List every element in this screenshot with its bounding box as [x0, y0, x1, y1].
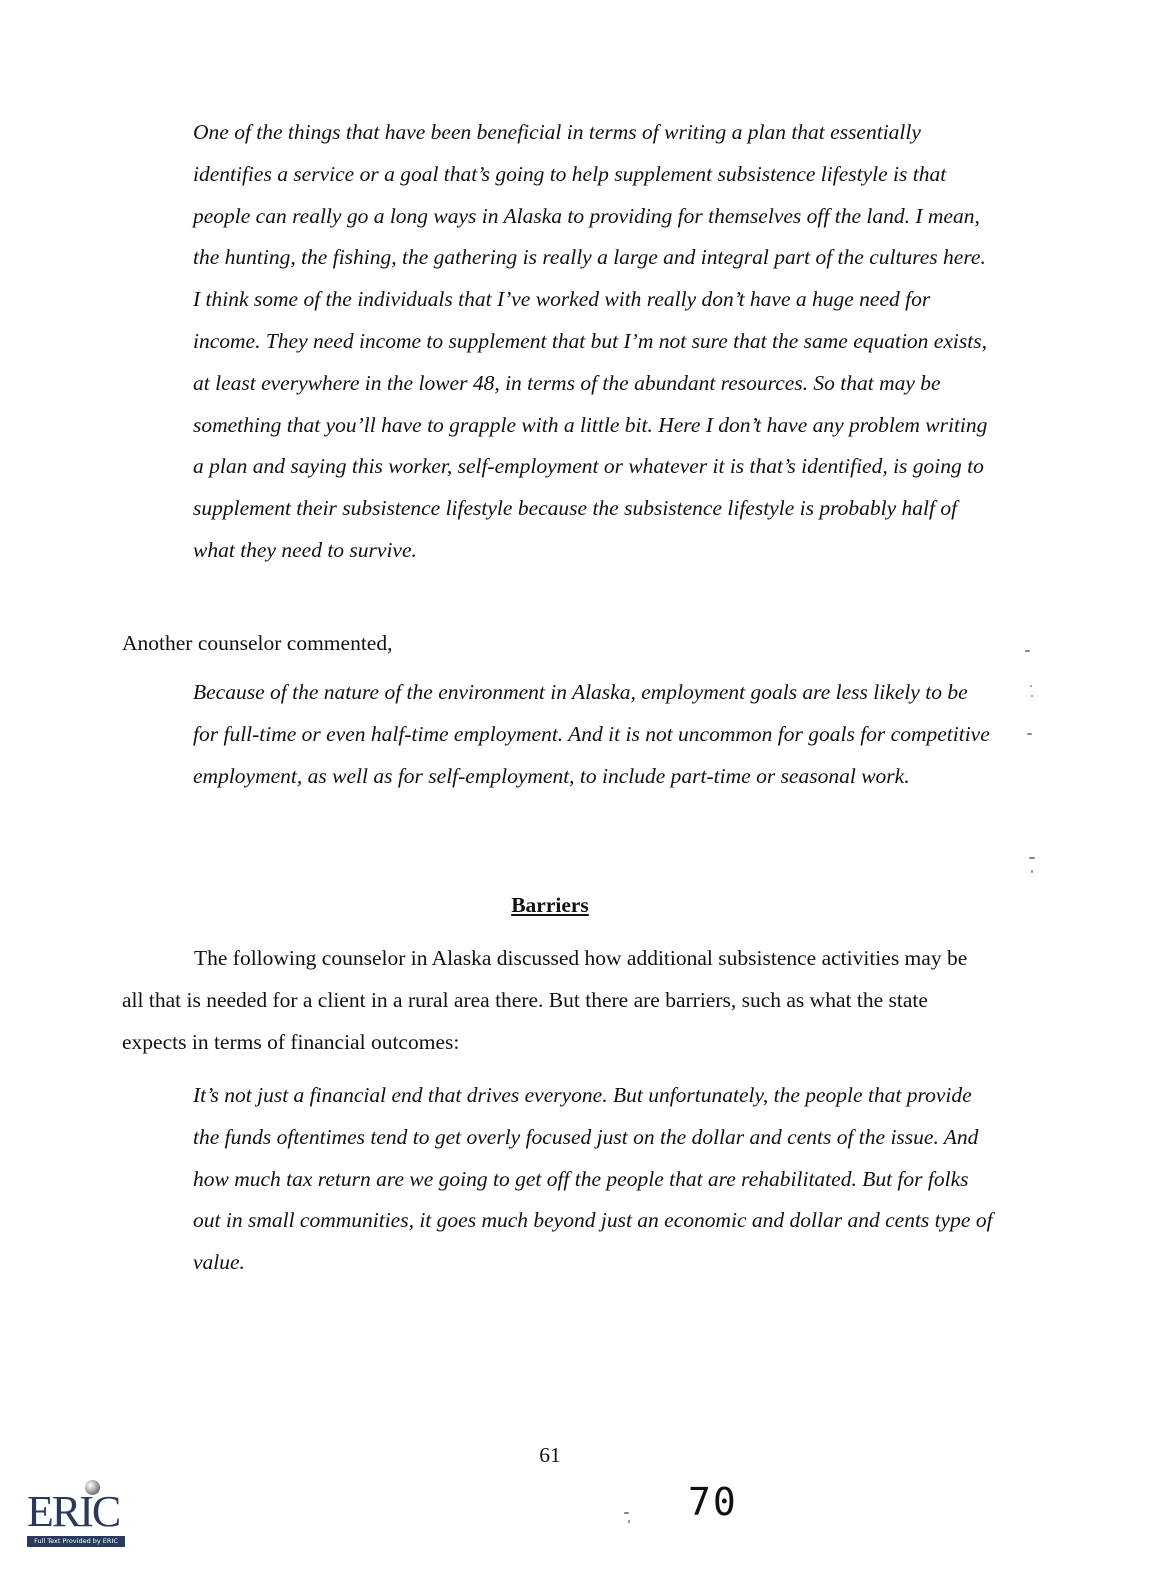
paragraph-barriers-intro: The following counselor in Alaska discussed how additional subsistence activities may be all that is needed for a client in a rural area there. But there are barriers, such as what the state expects in terms of financial outcomes: — [122, 946, 968, 1054]
interview-quote-employment-goals: Because of the nature of the environment in Alaska, employment goals are less likely to be for full-time or even half-time employment. And it is not uncommon for goals for competitive employment, as well as for self-employment, to include part-time or seasonal work. — [193, 680, 990, 788]
interview-quote-financial-end: It’s not just a financial end that drives everyone. But unfortunately, the people that provide the funds oftentimes tend to get overly focused just on the dollar and cents of the issue. And how much tax return are we going to get off the people that are rehabilitated. But for folks out in small communities, it goes much beyond just an economic and dollar and cents type of value. — [193, 1083, 993, 1275]
scan-speck — [1031, 695, 1033, 697]
scan-speck — [624, 1512, 629, 1514]
interview-quote-subsistence: One of the things that have been beneficial in terms of writing a plan that essentially identifies a service or a goal that’s going to help supplement subsistence lifestyle is that people can really go a long ways in Alaska to providing for themselves off the land. I mean, the hunting, the fishing, the gathering is really a large and integral part of the cultures here. I think some of the individuals that I’ve worked with really don’t have a huge need for income. They need income to supplement that but I’m not sure that the same equation exists, at least everywhere in the lower 48, in terms of the abundant resources. So that may be something that you’ll have to grapple with a little bit. Here I don’t have any problem writing a plan and saying this worker, self-employment or whatever it is that’s identified, is going to supplement their subsistence lifestyle because the subsistence lifestyle is probably half of what they need to survive. — [193, 120, 988, 562]
section-heading-barriers: Barriers — [511, 893, 589, 917]
scan-speck — [628, 1520, 630, 1523]
scan-speck — [1029, 857, 1035, 859]
eric-logo-icon — [27, 1480, 125, 1548]
scan-speck — [1025, 650, 1030, 652]
eric-logo-tagline: Full Text Provided by ERIC — [27, 1536, 125, 1547]
scan-speck — [1031, 870, 1033, 873]
scan-speck — [1030, 685, 1032, 687]
scan-speck — [1027, 733, 1032, 735]
eric-logo-word: ERIC — [27, 1487, 120, 1536]
page-number: 61 — [539, 1443, 561, 1467]
intro-another-counselor: Another counselor commented, — [122, 631, 393, 655]
stamped-page-number: 70 — [688, 1480, 738, 1524]
